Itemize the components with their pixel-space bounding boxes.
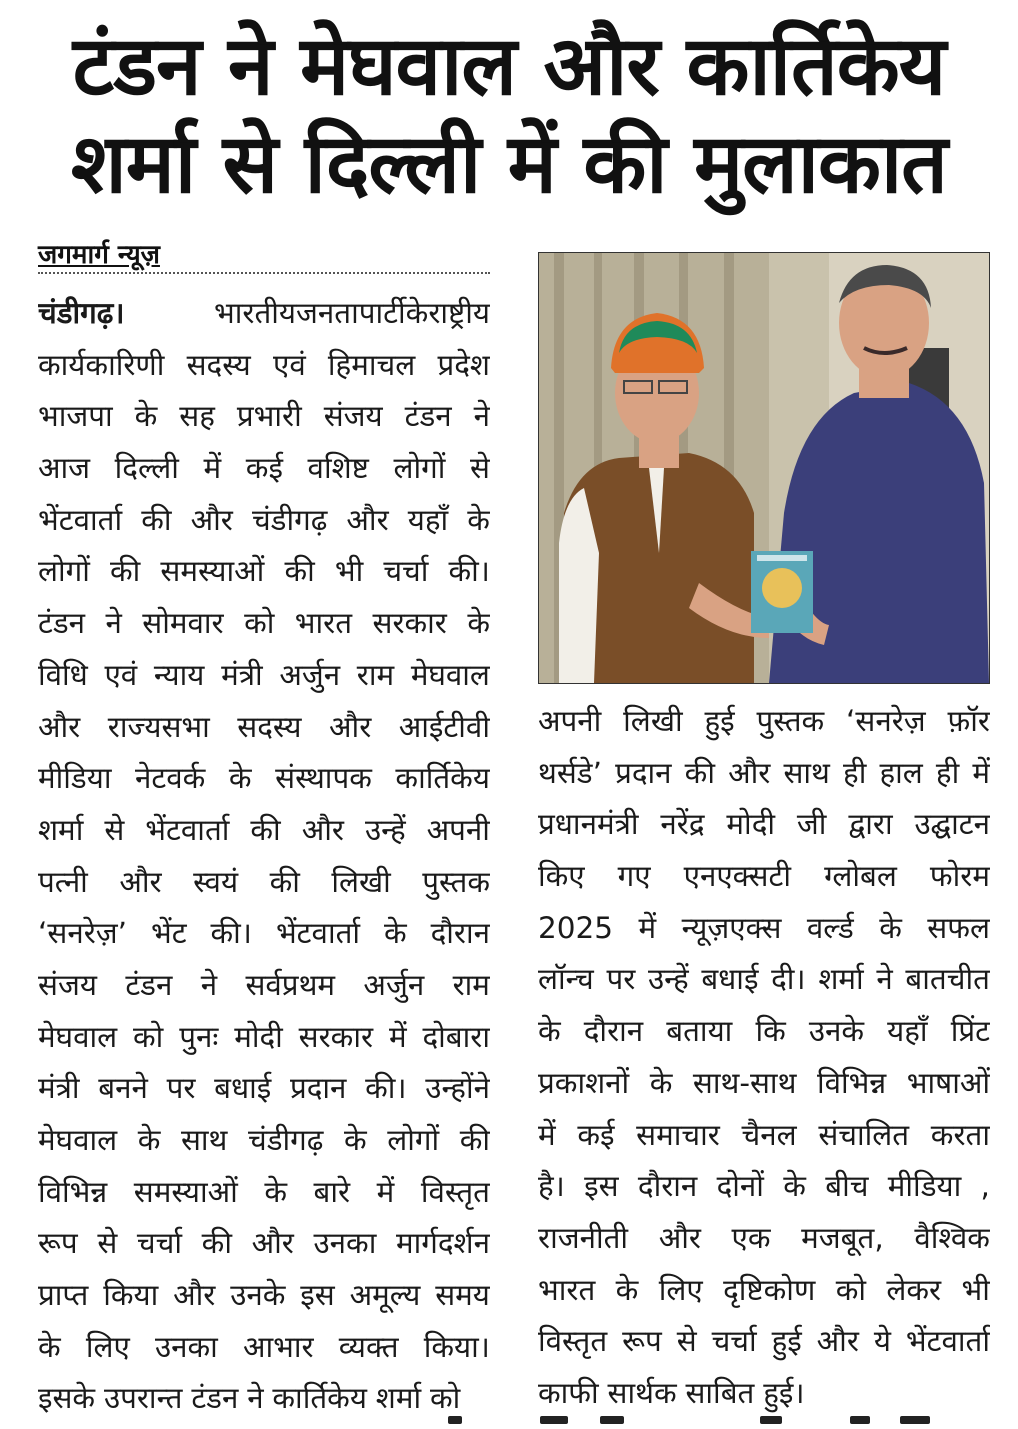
article-line-text: राजनीती और एक मजबूत, वैश्विक (538, 1220, 990, 1255)
article-line-text: है। इस दौरान दोनों के बीच मीडिया , (538, 1169, 990, 1204)
dateline: चंडीगढ़। (38, 296, 125, 330)
article-line (38, 1270, 490, 1322)
article-line (38, 702, 490, 754)
article-line-text: विस्तृत रूप से चर्चा हुई और ये भेंटवार्ता (538, 1324, 990, 1359)
book (751, 551, 813, 633)
article-line-text: और राज्यसभा सदस्य और आईटीवी (38, 709, 490, 744)
article-line-text: प्रधानमंत्री नरेंद्र मोदी जी द्वारा उद्घाटन (538, 807, 990, 842)
article-line (538, 799, 990, 851)
article-line-text: कार्यकारिणी सदस्य एवं हिमाचल प्रदेश (38, 347, 490, 382)
article-line (38, 857, 490, 909)
article-line (538, 1316, 990, 1368)
article-line-text: 2025 में न्यूज़एक्स वर्ल्ड के सफल (538, 910, 990, 945)
photo-illustration (539, 253, 989, 683)
article-line (38, 340, 490, 392)
article-line-text: ‘सनरेज़’ भेंट की। भेंटवार्ता के दौरान (38, 916, 490, 951)
article-line-text: मेघवाल के साथ चंडीगढ़ के लोगों की (38, 1123, 490, 1157)
news-photo (538, 252, 990, 684)
article-line (538, 696, 990, 748)
article-line-text: लॉन्च पर उन्हें बधाई दी। शर्मा ने बातचीत (538, 962, 990, 997)
article-line (38, 960, 490, 1012)
article-line-text: के लिए उनका आभार व्यक्त किया। (38, 1329, 490, 1364)
first-line-text: भारतीयजनतापार्टीकेराष्ट्रीय (214, 296, 490, 330)
article-line (538, 954, 990, 1006)
article-line (38, 650, 490, 702)
article-line-text: अपनी लिखी हुई पुस्तक ‘सनरेज़ फ़ॉर (538, 704, 990, 738)
article-line-text: के दौरान बताया कि उनके यहाँ प्रिंट (538, 1014, 990, 1049)
article-line-text: प्रकाशनों के साथ-साथ विभिन्न भाषाओं (538, 1065, 990, 1100)
article-line (38, 1322, 490, 1374)
article-line-text: भारत के लिए दृष्टिकोण को लेकर भी (538, 1272, 990, 1307)
article-line (538, 851, 990, 903)
article-line-text: टंडन ने सोमवार को भारत सरकार के (38, 606, 490, 641)
article-line-text: लोगों की समस्याओं की भी चर्चा की। (38, 554, 490, 589)
article-line (38, 908, 490, 960)
article-line-text: प्राप्त किया और उनके इस अमूल्य समय (38, 1278, 490, 1313)
article-line (38, 1167, 490, 1219)
headline-line-2: शर्मा से दिल्ली में की मुलाकात (71, 117, 947, 212)
article-line (38, 546, 490, 598)
article-line (38, 1063, 490, 1115)
article-line-text: भेंटवार्ता की और चंडीगढ़ और यहाँ के (38, 502, 490, 537)
article-line (38, 391, 490, 443)
article-column-2 (538, 696, 990, 1420)
article-line (38, 805, 490, 857)
article-line-text: थर्सडे’ प्रदान की और साथ ही हाल ही में (538, 755, 990, 790)
article-line (38, 1012, 490, 1064)
article-line (538, 748, 990, 800)
article-line (538, 1161, 990, 1213)
article-line (38, 753, 490, 805)
article-line-text: किए गए एनएक्सटी ग्लोबल फोरम (538, 859, 990, 894)
byline-rule (38, 238, 490, 274)
next-article-cutoff (0, 1412, 1018, 1429)
article-line (538, 1213, 990, 1265)
article-line-text: मीडिया नेटवर्क के संस्थापक कार्तिकेय (38, 761, 490, 796)
article-line-text: संजय टंडन ने सर्वप्रथम अर्जुन राम (38, 967, 490, 1002)
article-line (538, 1006, 990, 1058)
article-line (38, 1218, 490, 1270)
article-line (38, 495, 490, 547)
article-line (538, 1265, 990, 1317)
article-line (538, 1058, 990, 1110)
article-line-text: काफी सार्थक साबित हुई। (538, 1375, 805, 1410)
article-line-text: भाजपा के सह प्रभारी संजय टंडन ने (38, 399, 490, 434)
article-line-text: विभिन्न समस्याओं के बारे में विस्तृत (38, 1174, 490, 1209)
article-line (38, 443, 490, 495)
article-line-text: विधि एवं न्याय मंत्री अर्जुन राम मेघवाल (38, 657, 490, 692)
article-column-1 (38, 288, 490, 1425)
byline: जगमार्ग न्यूज़ (38, 240, 160, 270)
article-line (38, 1115, 490, 1167)
article-line (38, 598, 490, 650)
article-line (538, 903, 990, 955)
article-line-text: रूप से चर्चा की और उनका मार्गदर्शन (38, 1226, 490, 1261)
article-line-text: शर्मा से भेंटवार्ता की और उन्हें अपनी (38, 812, 490, 847)
article-line-text: पत्नी और स्वयं की लिखी पुस्तक (38, 864, 490, 899)
article-first-line (38, 288, 490, 340)
article-line-text: मेघवाल को पुनः मोदी सरकार में दोबारा (38, 1019, 490, 1054)
article-line-text: इसके उपरान्त टंडन ने कार्तिकेय शर्मा को (38, 1381, 461, 1416)
article-line (538, 1110, 990, 1162)
article-line-text: मंत्री बनने पर बधाई प्रदान की। उन्होंने (38, 1071, 490, 1106)
article-line-text: आज दिल्ली में कई वशिष्ट लोगों से (38, 451, 490, 486)
article-line-text: में कई समाचार चैनल संचालित करता (538, 1117, 990, 1152)
headline-line-1: टंडन ने मेघवाल और कार्तिकेय (72, 19, 946, 114)
headline (20, 18, 998, 214)
